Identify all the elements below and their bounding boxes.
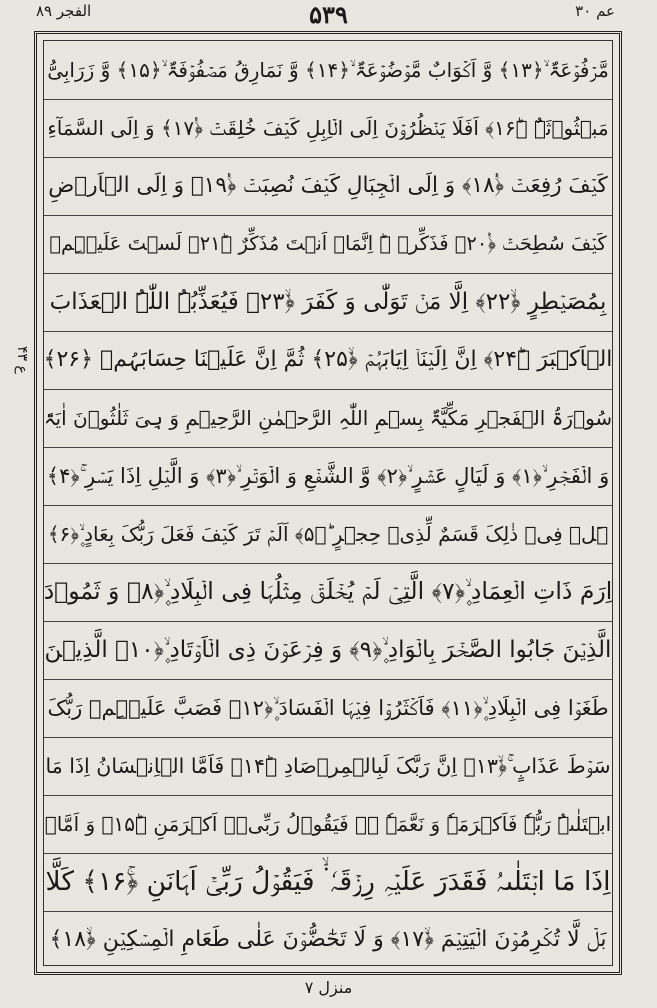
text-line: کَیۡفَ رُفِعَتۡ ﴿ٝ۱۸﴾ وَ اِلَی الۡجِبَالِ کَیۡفَ نُصِبَتۡ ﴿ٝ۱۹﴾ وَ اِلَی الۡاَرۡضِ (44, 157, 612, 216)
page-frame (34, 31, 622, 975)
text-line: سَوۡطَ عَذَابٍ ۚ﴿ۙ۱۳﴾ اِنَّ رَبَّکَ لَبِالۡمِرۡصَادِ ﴿ؕ۱۴﴾ فَاَمَّا الۡاِنۡسَانُ اِذَا مَا (44, 737, 612, 796)
text-line: ابۡتَلٰىہُ رَبُّہٗ فَاَکۡرَمَہٗ وَ نَعَّمَہٗ ۬ۙ فَیَقُوۡلُ رَبِّیۡۤ اَکۡرَمَنِ ﴿ؕ۱۵﴾ وَ اَمَّاۤ (44, 795, 612, 854)
text-line: بَلۡ لَّا تُکۡرِمُوۡنَ الۡیَتِیۡمَ ﴿ۙ۱۷﴾ وَ لَا تَحٰٓضُّوۡنَ عَلٰی طَعَامِ الۡمِسۡکِیۡنِ ﴿ۙ۱۸﴾ (49, 927, 607, 952)
text-line: اِذَا مَا ابۡتَلٰىہُ فَقَدَرَ عَلَیۡہِ رِزۡقَہٗ ۬ۙ فَیَقُوۡلُ رَبِّیۡۤ اَہَانَنِ ﴿ۚ۱۶﴾ کَلَّا (44, 853, 612, 912)
text-line: اِرَمَ ذَاتِ الۡعِمَادِ ۪ۙ﴿۷﴾ الَّتِیۡ لَمۡ یُخۡلَقۡ مِثۡلُہَا فِی الۡبِلَادِ ۪ۙ﴿۸﴾ وَ ثَمُوۡدَ (44, 563, 612, 622)
text-line: مَبۡثُوۡثَۃٌ ﴿ؕ۱۶﴾ اَفَلَا یَنۡظُرُوۡنَ اِلَی الۡاِبِلِ کَیۡفَ خُلِقَتۡ ﴿ٝ۱۷﴾ وَ اِلَی السَّمَآءِ (44, 99, 612, 158)
page-number: ۵۳۹ (309, 0, 348, 29)
text-line: کَیۡفَ سُطِحَتۡ ﴿ٝ۲۰﴾ فَذَکِّرۡ ۟ؕ اِنَّمَاۤ اَنۡتَ مُذَکِّرٌ ﴿ؕ۲۱﴾ لَسۡتَ عَلَیۡہِمۡ (44, 215, 612, 274)
page-header (0, 0, 657, 30)
text-line: وَ الۡفَجۡرِ ۙ﴿۱﴾ وَ لَیَالٍ عَشۡرٍ ۙ﴿۲﴾ وَّ الشَّفۡعِ وَ الۡوَتۡرِ ۙ﴿۳﴾ وَ الَّیۡلِ اِذَا یَسۡرِ ۚ﴿۴﴾ (44, 447, 612, 506)
text-block (43, 40, 613, 966)
juz-label: عم ۳۰ (575, 2, 615, 20)
text-line: ہَلۡ فِیۡ ذٰلِکَ قَسَمٌ لِّذِیۡ حِجۡرٍ ؕ﴿۵﴾ اَلَمۡ تَرَ کَیۡفَ فَعَلَ رَبُّکَ بِعَادٍ ۪ۙ﴿۶﴾ (44, 505, 612, 564)
manzil-footer: منزل ۷ (304, 978, 353, 997)
text-line: الۡاَکۡبَرَ ﴿ؕ۲۴﴾ اِنَّ اِلَیۡنَاۤ اِیَابَہُمۡ ﴿ۙ۲۵﴾ ثُمَّ اِنَّ عَلَیۡنَا حِسَابَہُمۡ ﴿۲۶﴾ (44, 331, 612, 390)
ruku-marker: ع ۴۳ (14, 346, 30, 374)
text-line: الَّذِیۡنَ جَابُوا الصَّخۡرَ بِالۡوَادِ ۪ۙ﴿۹﴾ وَ فِرۡعَوۡنَ ذِی الۡاَوۡتَادِ ۪ۙ﴿۱۰﴾ الَّذِیۡنَ (44, 621, 612, 680)
text-line: بِمُصَیۡطِرٍ ﴿ۙ۲۲﴾ اِلَّا مَنۡ تَوَلّٰی وَ کَفَرَ ﴿ۙ۲۳﴾ فَیُعَذِّبُہُ اللّٰہُ الۡعَذَابَ (44, 273, 612, 332)
surah-heading-line: سُوۡرَۃُ الۡفَجۡرِ مَکِّیَّۃٌ بِسۡمِ اللّٰہِ الرَّحۡمٰنِ الرَّحِیۡمِ وَ ہِیَ ثَلٰثُوۡنَ اٰیَۃً (44, 389, 612, 448)
surah-name: الفجر ۸۹ (36, 2, 92, 20)
text-line: طَغَوۡا فِی الۡبِلَادِ ۪ۙ﴿۱۱﴾ فَاَکۡثَرُوۡا فِیۡہَا الۡفَسَادَ ۪ۙ﴿۱۲﴾ فَصَبَّ عَلَیۡہِمۡ رَبُّکَ (44, 679, 612, 738)
text-line: مَّرۡفُوۡعَۃٌ ۙ﴿۱۳﴾ وَّ اَکۡوَابٌ مَّوۡضُوۡعَۃٌ ۙ﴿۱۴﴾ وَّ نَمَارِقُ مَصۡفُوۡفَۃٌ ۙ﴿۱۵﴾ وَّ زَرَابِیُّ (44, 41, 612, 100)
